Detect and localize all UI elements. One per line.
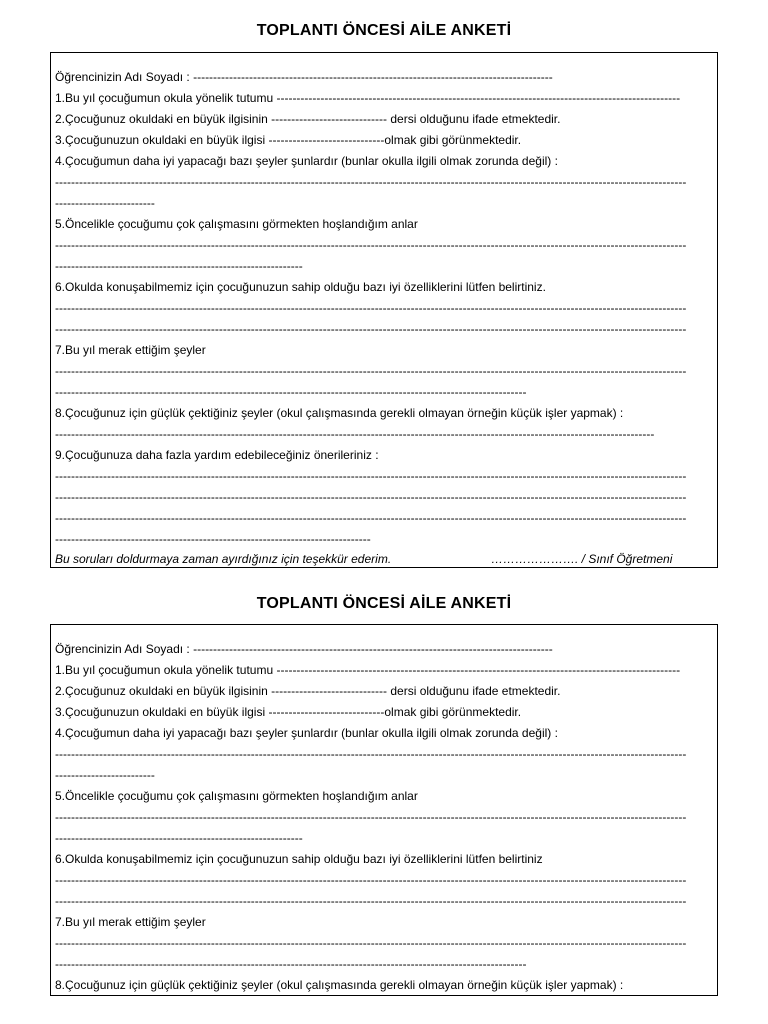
answer-line: -------------------------------------------------------------------------------------------------------------------------------------------------------------- — [55, 936, 687, 950]
answer-line: ------------------------- — [55, 196, 155, 210]
answer-line: ---------------------------------------------------------------------------------------------------------------------- — [55, 385, 527, 399]
answer-line: ---------------------------------------------------------------------------------------------------------------------- — [55, 957, 527, 971]
answer-line: -------------------------------------------------------------------------------------------------------------------------------------------------------------- — [55, 810, 687, 824]
answer-line: -------------------------------------------------------------- — [55, 259, 303, 273]
answer-line: -------------------------------------------------------------------------------------------------------------------------------------------------------------- — [55, 175, 687, 189]
answer-line: -------------------------------------------------------------------------------------------------------------------------------------------------------------- — [55, 894, 687, 908]
answer-line: -------------------------------------------------------------------------------------------------------------------------------------------------------------- — [55, 238, 687, 252]
question-7: 7.Bu yıl merak ettiğim şeyler — [55, 343, 206, 357]
answer-line: -------------------------------------------------------------------------------------------------------------------------------------------------------------- — [55, 469, 687, 483]
answer-line: -------------------------------------------------------------------------------------------------------------------------------------------------------------- — [55, 747, 687, 761]
answer-line: -------------------------------------------------------------- — [55, 831, 303, 845]
answer-line: -------------------------------------------------------------------------------------------------------------------------------------------------------------- — [55, 364, 687, 378]
question-3: 3.Çocuğunuzun okuldaki en büyük ilgisi -----------------------------olmak gibi görünmektedir. — [55, 705, 522, 719]
question-1: 1.Bu yıl çocuğumun okula yönelik tutumu ----------------------------------------------------------------------------------------------------- — [55, 91, 681, 105]
form2-survey-box — [50, 624, 718, 996]
question-7: 7.Bu yıl merak ettiğim şeyler — [55, 915, 206, 929]
question-4: 4.Çocuğumun daha iyi yapacağı bazı şeyler şunlardır (bunlar okulla ilgili olmak zorunda değil) : — [55, 726, 558, 740]
answer-line: ------------------------------------------------------------------------------- — [55, 532, 371, 546]
thanks-text: Bu soruları doldurmaya zaman ayırdığınız için teşekkür ederim. — [55, 552, 392, 566]
answer-line: -------------------------------------------------------------------------------------------------------------------------------------------------------------- — [55, 511, 687, 525]
answer-line: -------------------------------------------------------------------------------------------------------------------------------------------------------------- — [55, 322, 687, 336]
form2-title: TOPLANTI ÖNCESİ AİLE ANKETİ — [256, 595, 512, 612]
question-3: 3.Çocuğunuzun okuldaki en büyük ilgisi -----------------------------olmak gibi görünmektedir. — [55, 133, 522, 147]
question-1: 1.Bu yıl çocuğumun okula yönelik tutumu ----------------------------------------------------------------------------------------------------- — [55, 663, 681, 677]
student-name-line: Öğrencinizin Adı Soyadı : ------------------------------------------------------------------------------------------ — [55, 70, 553, 84]
question-2: 2.Çocuğunuz okuldaki en büyük ilgisinin ----------------------------- dersi olduğunu ifade etmektedir. — [55, 684, 561, 698]
question-2: 2.Çocuğunuz okuldaki en büyük ilgisinin ----------------------------- dersi olduğunu ifade etmektedir. — [55, 112, 561, 126]
answer-line: -------------------------------------------------------------------------------------------------------------------------------------------------------------- — [55, 490, 687, 504]
question-6: 6.Okulda konuşabilmemiz için çocuğunuzun sahip olduğu bazı iyi özelliklerini lütfen belirtiniz. — [55, 280, 546, 294]
answer-line: ------------------------------------------------------------------------------------------------------------------------------------------------------ — [55, 427, 655, 441]
question-5: 5.Öncelikle çocuğumu çok çalışmasını görmekten hoşlandığım anlar — [55, 789, 418, 803]
student-name-line: Öğrencinizin Adı Soyadı : ------------------------------------------------------------------------------------------ — [55, 642, 553, 656]
question-8: 8.Çocuğunuz için güçlük çektiğiniz şeyler (okul çalışmasında gerekli olmayan örneğin küçük işler yapmak) : — [55, 406, 624, 420]
teacher-signature: …………………. / Sınıf Öğretmeni — [491, 552, 673, 566]
form1-survey-box — [50, 52, 718, 568]
question-9: 9.Çocuğunuza daha fazla yardım edebileceğiniz önerileriniz : — [55, 448, 379, 462]
question-6: 6.Okulda konuşabilmemiz için çocuğunuzun sahip olduğu bazı iyi özelliklerini lütfen belirtiniz — [55, 852, 543, 866]
answer-line: ------------------------- — [55, 768, 155, 782]
question-8: 8.Çocuğunuz için güçlük çektiğiniz şeyler (okul çalışmasında gerekli olmayan örneğin küçük işler yapmak) : — [55, 978, 624, 992]
form1-title: TOPLANTI ÖNCESİ AİLE ANKETİ — [256, 22, 512, 39]
question-5: 5.Öncelikle çocuğumu çok çalışmasını görmekten hoşlandığım anlar — [55, 217, 418, 231]
answer-line: -------------------------------------------------------------------------------------------------------------------------------------------------------------- — [55, 301, 687, 315]
answer-line: -------------------------------------------------------------------------------------------------------------------------------------------------------------- — [55, 873, 687, 887]
question-4: 4.Çocuğumun daha iyi yapacağı bazı şeyler şunlardır (bunlar okulla ilgili olmak zorunda değil) : — [55, 154, 558, 168]
closing-row — [55, 552, 713, 566]
